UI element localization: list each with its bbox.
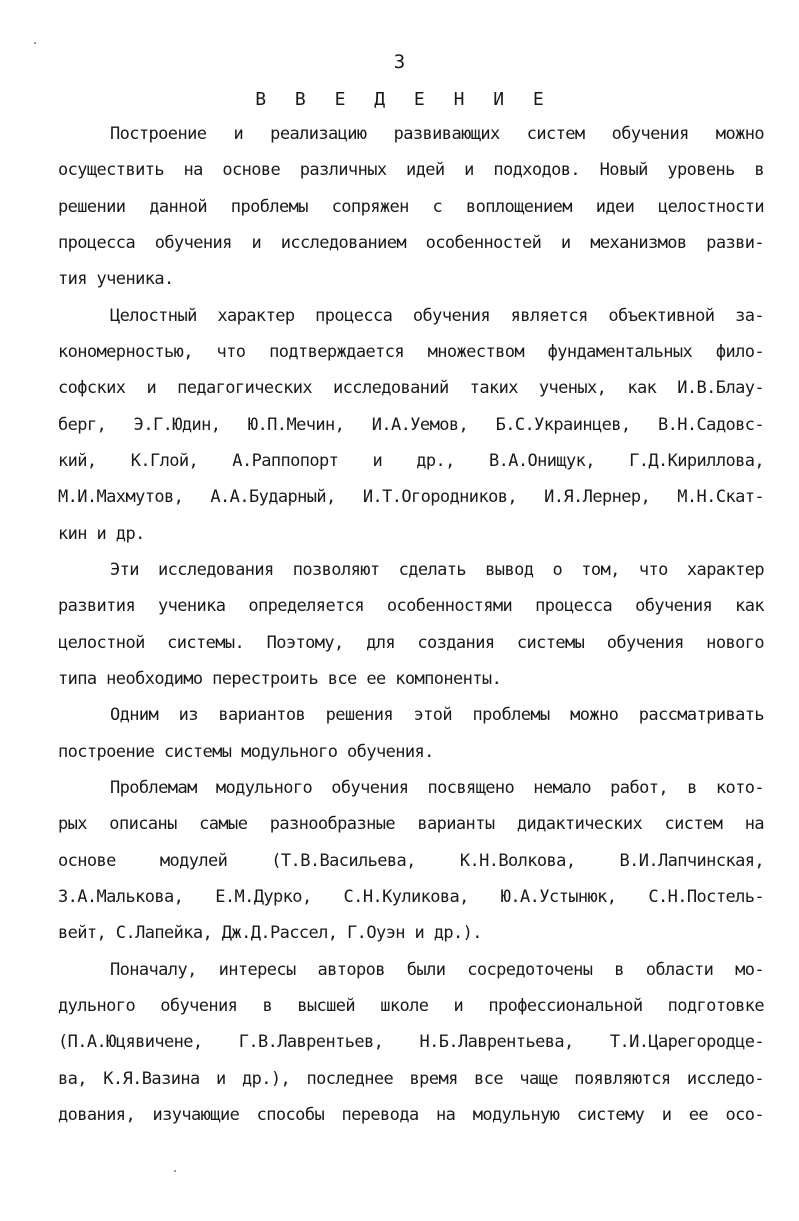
text-line: дования, изучающие способы перевода на модульную систему и ее осо- [58, 1105, 764, 1125]
text-line: рых описаны самые разнообразные варианты дидактических систем на [58, 814, 764, 834]
page-number: 3 [393, 51, 406, 73]
text-line: типа необходимо перестроить все ее компоненты. [58, 669, 502, 689]
text-line: М.И.Махмутов, А.А.Бударный, И.Т.Огородников, И.Я.Лернер, М.Н.Скат- [58, 487, 764, 507]
text-line: построение системы модульного обучения. [58, 742, 434, 762]
text-line: целостной системы. Поэтому, для создания системы обучения нового [58, 633, 764, 653]
text-line: Одним из вариантов решения этой проблемы можно рассматривать [110, 705, 764, 725]
scan-speck [34, 42, 36, 44]
text-line: вейт, С.Лапейка, Дж.Д.Рассел, Г.Оуэн и др.). [58, 923, 482, 943]
section-heading: В В Е Д Е Н И Е [255, 89, 553, 110]
text-line: софских и педагогических исследований таких ученых, как И.В.Блау- [58, 378, 764, 398]
text-line: Проблемам модульного обучения посвящено немало работ, в кото- [110, 778, 764, 798]
text-line: З.А.Малькова, Е.М.Дурко, С.Н.Куликова, Ю.А.Устынюк, С.Н.Постель- [58, 887, 764, 907]
text-line: дульного обучения в высшей школе и профессиональной подготовке [58, 996, 764, 1016]
text-line: берг, Э.Г.Юдин, Ю.П.Мечин, И.А.Уемов, Б.С.Украинцев, В.Н.Садовс- [58, 415, 764, 435]
text-line: Построение и реализацию развивающих систем обучения можно [110, 124, 764, 144]
text-line: кономерностью, что подтверждается множеством фундаментальных фило- [58, 342, 764, 362]
text-line: основе модулей (Т.В.Васильева, К.Н.Волкова, В.И.Лапчинская, [58, 851, 764, 871]
text-line: кин и др. [58, 524, 145, 544]
text-line: кий, К.Глой, А.Раппопорт и др., В.А.Онищук, Г.Д.Кириллова, [58, 451, 764, 471]
text-line: ва, К.Я.Вазина и др.), последнее время все чаще появляются исследо- [58, 1069, 764, 1089]
text-line: Эти исследования позволяют сделать вывод о том, что характер [110, 560, 764, 580]
text-line: (П.А.Юцявичене, Г.В.Лаврентьев, Н.Б.Лаврентьева, Т.И.Царегородце- [58, 1032, 764, 1052]
text-line: Целостный характер процесса обучения является объективной за- [110, 306, 764, 326]
scan-speck [174, 1170, 176, 1172]
text-line: осуществить на основе различных идей и подходов. Новый уровень в [58, 160, 764, 180]
text-line: тия ученика. [58, 269, 174, 289]
text-line: развития ученика определяется особенностями процесса обучения как [58, 596, 764, 616]
text-line: решении данной проблемы сопряжен с воплощением идеи целостности [58, 197, 764, 217]
text-line: Поначалу, интересы авторов были сосредоточены в области мо- [110, 960, 764, 980]
text-line: процесса обучения и исследованием особенностей и механизмов разви- [58, 233, 764, 253]
